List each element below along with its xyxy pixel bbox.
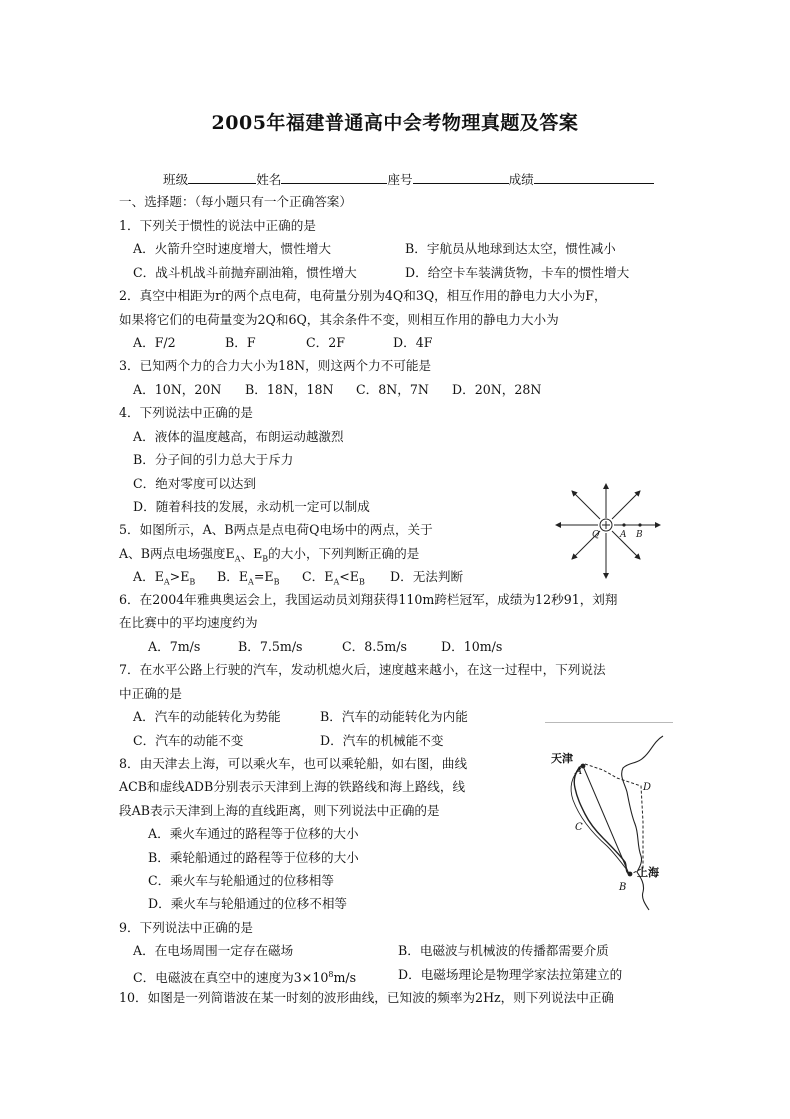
label-tianjin: 天津	[551, 752, 573, 765]
q1-stem: 1．下列关于惯性的说法中正确的是	[119, 218, 316, 233]
q2-option-c: C．2F	[306, 335, 345, 350]
q1-option-a: A．火箭升空时速度增大，惯性增大	[133, 241, 332, 256]
q8-option-b: B．乘轮船通过的路程等于位移的大小	[148, 850, 359, 865]
line-ab	[583, 766, 629, 874]
q6-option-c: C．8.5m/s	[342, 639, 407, 654]
page-title: 2005年福建普通高中会考物理真题及答案	[211, 112, 579, 134]
q4-stem: 4．下列说法中正确的是	[119, 405, 253, 420]
q9-option-a: A．在电场周围一定存在磁场	[133, 943, 294, 958]
coastline	[622, 736, 663, 910]
q8-option-d: D．乘火车与轮船通过的位移不相等	[148, 896, 348, 911]
q3-option-c: C．8N，7N	[356, 382, 429, 397]
section-heading: 一、选择题：（每小题只有一个正确答案）	[119, 194, 352, 209]
q5-stem-line1: 5．如图所示，A、B两点是点电荷Q电场中的两点，关于	[119, 522, 433, 537]
q7-option-d: D．汽车的机械能不变	[320, 733, 444, 748]
q6-stem-line2: 在比赛中的平均速度约为	[119, 615, 258, 630]
q1-option-c: C．战斗机战斗前抛弃副油箱，惯性增大	[133, 265, 357, 280]
q3-stem: 3．已知两个力的合力大小为18N，则这两个力不可能是	[119, 358, 432, 373]
class-field[interactable]	[188, 170, 256, 184]
q5-option-c: C．$E_A<E_B$	[302, 569, 365, 587]
label-b: B	[619, 882, 627, 893]
q7-stem-line2: 中正确的是	[119, 686, 182, 701]
q2-option-a: A．F/2	[133, 335, 176, 350]
q10-stem: 10．如图是一列简谐波在某一时刻的波形曲线，已知波的频率为2Hz，则下列说法中正确	[119, 990, 615, 1005]
q3-option-a: A．10N，20N	[133, 382, 222, 397]
q4-option-c: C．绝对零度可以达到	[133, 476, 256, 491]
score-field[interactable]	[534, 170, 654, 184]
score-label: 成绩	[508, 172, 534, 187]
seat-field[interactable]	[413, 170, 509, 184]
label-c: C	[575, 822, 583, 833]
q9-stem: 9．下列说法中正确的是	[119, 920, 253, 935]
seat-label: 座号	[387, 172, 413, 187]
q7-option-c: C．汽车的动能不变	[133, 733, 244, 748]
fig-label-a: A	[620, 530, 627, 540]
q8-stem-line2: ACB和虚线ADB分别表示天津到上海的铁路线和海上路线，线	[119, 779, 466, 794]
fig-label-q: Q	[592, 530, 600, 540]
railway-acb	[574, 766, 629, 874]
label-shanghai: 上海	[637, 866, 659, 879]
name-field[interactable]	[281, 170, 387, 184]
q9-option-d: D．电磁场理论是物理学家法拉第建立的	[398, 967, 623, 982]
q6-option-b: B．7.5m/s	[238, 639, 303, 654]
fig-label-b: B	[636, 530, 643, 540]
q7-option-a: A．汽车的动能转化为势能	[133, 709, 281, 724]
q9-option-b: B．电磁波与机械波的传播都需要介质	[398, 943, 609, 958]
q9-option-c: C．电磁波在真空中的速度为$3\times 10^8m/s$	[133, 970, 357, 986]
q7-stem-line1: 7．在水平公路上行驶的汽车，发动机熄火后，速度越来越小，在这一过程中，下列说法	[119, 662, 606, 677]
tianjin-shanghai-map-figure	[545, 722, 673, 912]
q4-option-b: B．分子间的引力总大于斥力	[133, 452, 294, 467]
q3-option-b: B．18N，18N	[245, 382, 334, 397]
name-label: 姓名	[256, 172, 282, 187]
q8-stem-line1: 8．由天津去上海，可以乘火车，也可以乘轮船，如右图，曲线	[119, 756, 468, 771]
q4-option-a: A．液体的温度越高，布朗运动越激烈	[133, 429, 344, 444]
point-charge-field-figure	[548, 478, 666, 582]
sea-route-adb	[585, 764, 643, 874]
q8-option-a: A．乘火车通过的路程等于位移的大小	[148, 826, 359, 841]
q6-option-d: D．10m/s	[441, 639, 503, 654]
q2-option-d: D．4F	[393, 335, 433, 350]
student-info-row	[163, 170, 654, 188]
q6-option-a: A．7m/s	[148, 639, 201, 654]
q8-stem-line3: 段AB表示天津到上海的直线距离，则下列说法中正确的是	[119, 803, 440, 818]
q4-option-d: D．随着科技的发展，永动机一定可以制成	[133, 499, 370, 514]
q5-option-b: B．$E_A=E_B$	[217, 569, 280, 587]
q5-stem-line2: A、B两点电场强度$E_A$、$E_B$的大小，下列判断正确的是	[119, 546, 420, 564]
q5-option-d: D．无法判断	[390, 569, 464, 584]
q1-option-b: B．宇航员从地球到达太空，惯性减小	[405, 241, 616, 256]
class-label: 班级	[163, 172, 189, 187]
q5-option-a: A．$E_A>E_B$	[133, 569, 196, 587]
q6-stem-line1: 6．在2004年雅典奥运会上，我国运动员刘翔获得110m跨栏冠军，成绩为12秒91，刘翔	[119, 592, 618, 607]
q3-option-d: D．20N，28N	[452, 382, 542, 397]
q2-stem-line2: 如果将它们的电荷量变为2Q和6Q，其余条件不变，则相互作用的静电力大小为	[119, 312, 559, 327]
q1-option-d: D．给空卡车装满货物，卡车的惯性增大	[405, 265, 630, 280]
q2-stem-line1: 2．真空中相距为r的两个点电荷，电荷量分别为4Q和3Q，相互作用的静电力大小为F，	[119, 288, 607, 303]
label-a: A	[575, 766, 583, 777]
q7-option-b: B．汽车的动能转化为内能	[320, 709, 468, 724]
q8-option-c: C．乘火车与轮船通过的位移相等	[148, 873, 334, 888]
label-d: D	[643, 782, 652, 793]
q2-option-b: B．F	[225, 335, 256, 350]
